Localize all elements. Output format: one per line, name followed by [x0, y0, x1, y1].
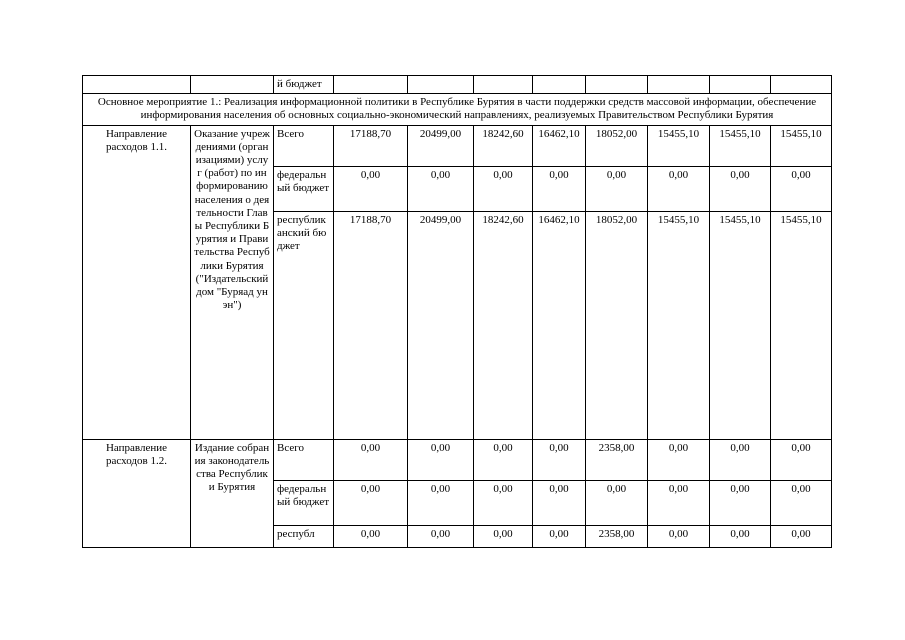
section-heading: Основное мероприятие 1.: Реализация информационной политики в Республике Бурятия в части поддержки средств массовой информации, обеспечение информирования населения об основных социально-экономический направлениях, реализуемых Правительством Республики Бурятия [83, 94, 832, 125]
empty-cell [408, 76, 474, 94]
amount-cell: 0,00 [533, 166, 586, 211]
table-row [83, 439, 832, 480]
amount-cell: 15455,10 [771, 125, 832, 166]
amount-cell: 0,00 [408, 166, 474, 211]
amount-cell: 15455,10 [710, 211, 771, 439]
amount-cell: 0,00 [648, 166, 710, 211]
funding-source-cell: Всего [274, 439, 334, 480]
amount-cell: 0,00 [408, 525, 474, 547]
amount-cell: 20499,00 [408, 125, 474, 166]
amount-cell: 17188,70 [334, 125, 408, 166]
amount-cell: 18242,60 [474, 211, 533, 439]
amount-cell: 0,00 [533, 480, 586, 525]
amount-cell: 15455,10 [648, 211, 710, 439]
amount-cell: 15455,10 [710, 125, 771, 166]
direction-title: Направление расходов 1.2. [83, 439, 191, 547]
amount-cell: 0,00 [771, 439, 832, 480]
amount-cell: 0,00 [474, 480, 533, 525]
amount-cell: 0,00 [710, 166, 771, 211]
empty-cell [474, 76, 533, 94]
amount-cell: 0,00 [334, 439, 408, 480]
amount-cell: 0,00 [710, 439, 771, 480]
amount-cell: 0,00 [710, 525, 771, 547]
amount-cell: 2358,00 [586, 439, 648, 480]
empty-cell [334, 76, 408, 94]
amount-cell: 16462,10 [533, 125, 586, 166]
empty-cell [533, 76, 586, 94]
amount-cell: 15455,10 [648, 125, 710, 166]
empty-cell [83, 76, 191, 94]
amount-cell: 0,00 [533, 439, 586, 480]
amount-cell: 2358,00 [586, 525, 648, 547]
amount-cell: 0,00 [533, 525, 586, 547]
empty-cell [710, 76, 771, 94]
amount-cell: 15455,10 [771, 211, 832, 439]
activity-description: Издание собрания законодательства Республики Бурятия [191, 439, 274, 547]
funding-source-cell: федеральный бюджет [274, 166, 334, 211]
amount-cell: 18242,60 [474, 125, 533, 166]
amount-cell: 18052,00 [586, 211, 648, 439]
direction-title: Направление расходов 1.1. [83, 125, 191, 439]
table-row-continuation [83, 76, 832, 94]
table-row [83, 125, 832, 166]
budget-table [82, 75, 832, 548]
amount-cell: 0,00 [408, 480, 474, 525]
amount-cell: 0,00 [408, 439, 474, 480]
amount-cell: 0,00 [648, 525, 710, 547]
empty-cell [586, 76, 648, 94]
amount-cell: 0,00 [586, 480, 648, 525]
amount-cell: 0,00 [771, 525, 832, 547]
amount-cell: 0,00 [771, 166, 832, 211]
amount-cell: 0,00 [586, 166, 648, 211]
funding-source-cell: федеральный бюджет [274, 480, 334, 525]
amount-cell: 20499,00 [408, 211, 474, 439]
activity-description: Оказание учреждениями (организациями) услуг (работ) по информированию населения о деятельности Главы Республики Бурятия и Правительства Республики Бурятия ("Издательский дом "Буряад унэн") [191, 125, 274, 439]
amount-cell: 0,00 [710, 480, 771, 525]
amount-cell: 17188,70 [334, 211, 408, 439]
amount-cell: 0,00 [474, 166, 533, 211]
funding-source-cell: республиканский бюджет [274, 211, 334, 439]
amount-cell: 16462,10 [533, 211, 586, 439]
section-heading-row [83, 94, 832, 125]
amount-cell: 0,00 [648, 480, 710, 525]
amount-cell: 0,00 [474, 525, 533, 547]
empty-cell [771, 76, 832, 94]
amount-cell: 0,00 [474, 439, 533, 480]
amount-cell: 0,00 [771, 480, 832, 525]
amount-cell: 0,00 [334, 166, 408, 211]
funding-source-cell: Всего [274, 125, 334, 166]
amount-cell: 0,00 [334, 525, 408, 547]
funding-source-cell: й бюджет [274, 76, 334, 94]
amount-cell: 18052,00 [586, 125, 648, 166]
empty-cell [191, 76, 274, 94]
funding-source-cell: республ [274, 525, 334, 547]
empty-cell [648, 76, 710, 94]
amount-cell: 0,00 [334, 480, 408, 525]
amount-cell: 0,00 [648, 439, 710, 480]
